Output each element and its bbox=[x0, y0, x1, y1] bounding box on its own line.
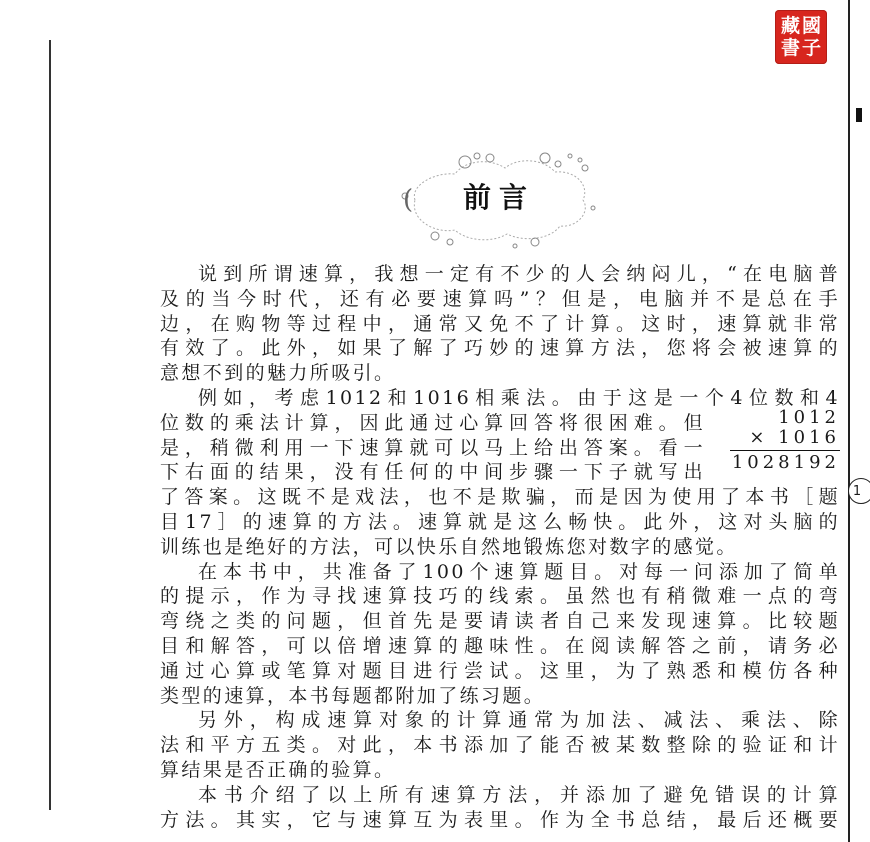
text-line: 算结果是否正确的验算。 bbox=[160, 758, 396, 781]
collector-seal bbox=[775, 10, 827, 64]
right-margin-line bbox=[848, 0, 850, 842]
text-line: 在本书中，共准备了100个速算题目。对每一问添加了简单 bbox=[198, 560, 840, 583]
left-margin-line bbox=[49, 40, 51, 810]
edge-mark bbox=[856, 108, 862, 122]
text-line: 法和平方五类。对此，本书添加了能否被某数整除的验证和计 bbox=[160, 734, 840, 757]
body-text bbox=[160, 262, 840, 832]
text-line: 目和解答，可以倍增速算的趣味性。在阅读解答之前，请务必 bbox=[160, 634, 840, 657]
text-line: 通过心算或笔算对题目进行尝试。这里，为了熟悉和模仿各种 bbox=[160, 659, 840, 682]
text-line: 本书介绍了以上所有速算方法，并添加了避免错误的计算 bbox=[198, 783, 840, 806]
seal-char: 書 bbox=[780, 37, 800, 59]
text-line: 说到所谓速算，我想一定有不少的人会纳闷儿，“在电脑普 bbox=[198, 263, 840, 285]
multiplicand: 1012 bbox=[778, 407, 840, 428]
calc-rule bbox=[730, 450, 840, 451]
text-line: 另外，构成速算对象的计算通常为加法、减法、乘法、除 bbox=[198, 709, 840, 732]
text-line: 了答案。这既不是戏法，也不是欺骗，而是因为使用了本书［题 bbox=[160, 486, 840, 509]
seal-char: 子 bbox=[801, 37, 821, 59]
text-line: 的提示，作为寻找速算技巧的线索。虽然也有稍微难一点的弯 bbox=[160, 585, 840, 608]
seal-char: 藏 bbox=[780, 15, 800, 37]
text-line: 例如，考虑1012和1016相乘法。由于这是一个4位数和4 bbox=[198, 386, 840, 409]
text-line: 目17］的速算的方法。速算就是这么畅快。此外，这对头脑的 bbox=[160, 510, 840, 533]
multiplication-example bbox=[730, 408, 840, 473]
page-number-badge: 1 bbox=[848, 478, 870, 504]
page-title: 前言 bbox=[462, 181, 535, 214]
multiplier: × 1016 bbox=[749, 427, 840, 448]
svg-text:(: ( bbox=[403, 185, 414, 215]
text-line: 边，在购物等过程中，通常又免不了计算。这时，速算就非常 bbox=[160, 312, 840, 335]
product: 1028192 bbox=[731, 452, 840, 473]
text-line: 方法。其实，它与速算互为表里。作为全书总结，最后还概要 bbox=[160, 808, 840, 831]
text-line: 位数的乘法计算，因此通过心算回答将很困难。但 bbox=[160, 411, 705, 434]
text-line: 有效了。此外，如果了解了巧妙的速算方法，您将会被速算的 bbox=[160, 337, 840, 360]
title-ornament bbox=[395, 150, 600, 250]
text-line: 训练也是绝好的方法，可以快乐自然地锻炼您对数字的感觉。 bbox=[160, 535, 738, 558]
seal-char: 國 bbox=[801, 15, 821, 37]
text-line: 弯绕之类的问题，但首先是要请读者自己来发现速算。比较题 bbox=[160, 610, 840, 633]
text-line: 下右面的结果，没有任何的中间步骤一下子就写出 bbox=[160, 461, 705, 484]
text-line: 类型的速算，本书每题都附加了练习题。 bbox=[160, 684, 546, 707]
text-line: 是，稍微利用一下速算就可以马上给出答案。看一 bbox=[160, 436, 705, 459]
text-line: 及的当今时代，还有必要速算吗”？但是，电脑并不是总在手 bbox=[160, 287, 840, 310]
text-line: 意想不到的魅力所吸引。 bbox=[160, 362, 396, 385]
